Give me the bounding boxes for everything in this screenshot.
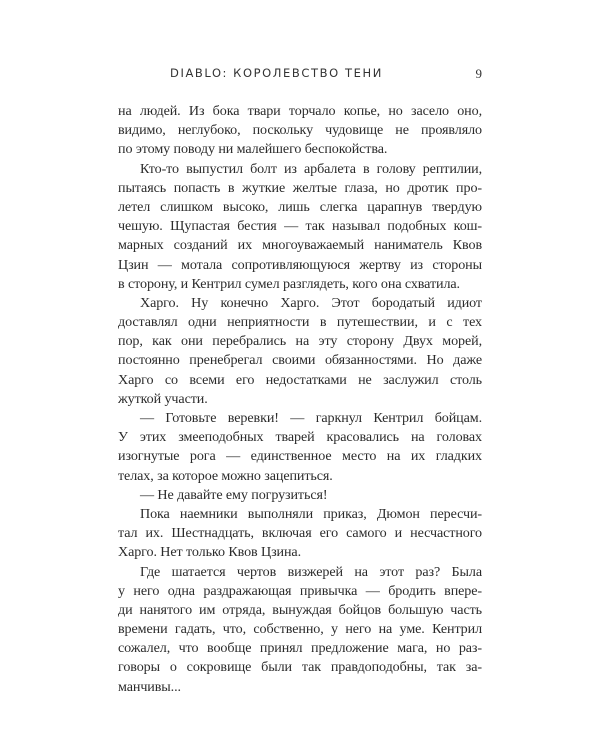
text-line: Где шатается чертов визжерей на этот раз? Была [140, 563, 482, 580]
text-line: тал их. Шестнадцать, включая его самого и несчастного [118, 525, 482, 542]
paragraph [118, 160, 482, 294]
text-line: чешую. Щупастая бестия — так называл подобных кош- [118, 218, 482, 235]
text-line: Кто-то выпустил болт из арбалета в голову рептилии, [140, 160, 482, 177]
text-line: Пока наемники выполняли приказ, Дюмон пересчи- [140, 505, 482, 522]
paragraph [118, 102, 482, 160]
text-line: в сторону, и Кентрил сумел разглядеть, кого она схватила. [118, 275, 460, 292]
text-line: у него одна раздражающая привычка — бродить впере- [118, 582, 482, 599]
text-line: — Готовьте веревки! — гаркнул Кентрил бойцам. [140, 410, 482, 426]
text-line: сожалел, что вообще принял предложение мага, но раз- [118, 640, 482, 657]
body-text [118, 102, 482, 697]
running-title: DIABLO: КОРОЛЕВСТВО ТЕНИ [170, 66, 383, 80]
text-line: на людей. Из бока твари торчало копье, но засело оно, [118, 103, 482, 119]
paragraph [118, 505, 482, 563]
text-line: говоры о сокровище были так правдоподобны, так за- [118, 659, 482, 676]
text-line: марных созданий их многоуважаемый наниматель Квов [118, 237, 482, 254]
text-line: по этому поводу ни малейшего беспокойства. [118, 141, 388, 158]
text-line: телах, за которое можно зацепиться. [118, 467, 333, 484]
text-line: У этих змееподобных тварей красовались на головах [118, 429, 482, 446]
text-line: пытаясь попасть в жуткие желтые глаза, но дротик про- [118, 179, 482, 196]
text-line: пор, как они перебрались на эту сторону Двух морей, [118, 333, 482, 350]
paragraph [118, 409, 482, 486]
text-line: Харго. Ну конечно Харго. Этот бородатый идиот [140, 294, 482, 311]
paragraph [118, 486, 482, 505]
text-line: манчивы... [118, 678, 181, 695]
text-line: времени гадать, что, собственно, у него на уме. Кентрил [118, 621, 482, 638]
text-line: жуткой участи. [118, 390, 208, 407]
page-number: 9 [475, 66, 482, 81]
text-line: ди нанятого им отряда, вынуждая бойцов большую часть [118, 601, 482, 618]
running-header [118, 66, 482, 84]
text-line: летел слишком высоко, лишь слегка царапнув твердую [118, 198, 482, 215]
text-line: доставлял одни неприятности в путешествии, и с тех [118, 314, 482, 331]
text-line: Харго. Нет только Квов Цзина. [118, 544, 302, 561]
paragraph [118, 563, 482, 697]
text-line: видимо, неглубоко, поскольку чудовище не проявляло [118, 122, 482, 139]
text-line: изогнутые рога — единственное место на их гладких [118, 448, 482, 465]
text-line: постоянно пренебрегал своими обязанностями. Но даже [118, 352, 482, 369]
text-line: Харго со всеми его недостатками не заслужил столь [118, 371, 482, 388]
text-line: — Не давайте ему погрузиться! [140, 486, 328, 503]
text-line: Цзин — мотала сопротивляющуюся жертву из стороны [118, 256, 482, 273]
paragraph [118, 294, 482, 409]
